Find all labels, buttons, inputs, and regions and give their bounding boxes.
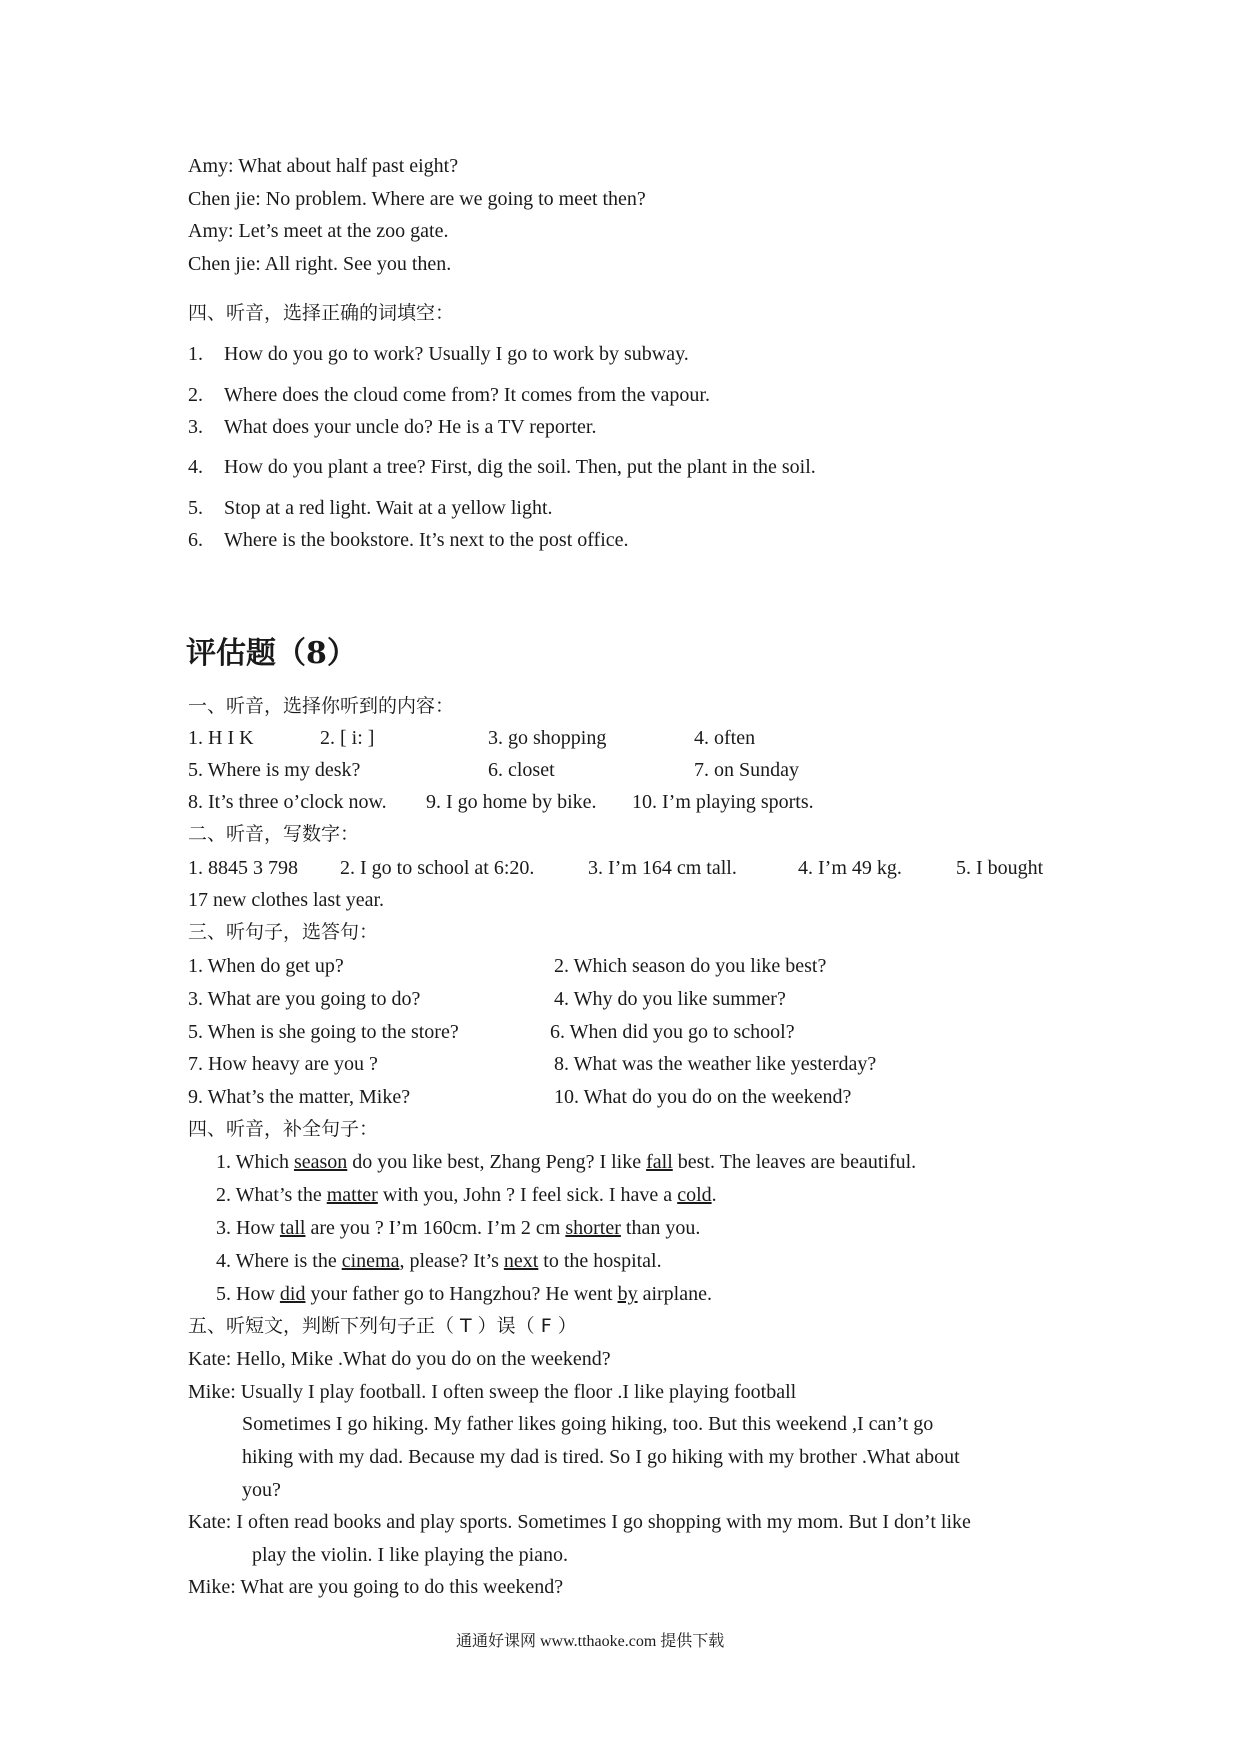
- question-item: 1. When do get up?: [188, 955, 344, 977]
- sentence-text: to the hospital.: [538, 1250, 662, 1272]
- question-item: 7. How heavy are you ?: [188, 1053, 378, 1075]
- sentence-text: .: [711, 1184, 717, 1206]
- passage-line: Sometimes I go hiking. My father likes going hiking, too. But this weekend ,I can’t go: [242, 1413, 934, 1435]
- passage-line: you?: [242, 1479, 281, 1501]
- item-text: Stop at a red light. Wait at a yellow light.: [224, 497, 553, 519]
- answer-blank: did: [279, 1283, 306, 1305]
- answer-blank: matter: [326, 1184, 378, 1206]
- passage-line: Mike: Usually I play football. I often sweep the floor .I like playing football: [188, 1381, 797, 1403]
- question-item: 4. Why do you like summer?: [554, 988, 786, 1010]
- item-number: 3.: [188, 416, 203, 438]
- answer-item: 9. I go home by bike.: [426, 791, 597, 813]
- sentence-text: 5. How: [216, 1283, 280, 1305]
- answer-blank: season: [293, 1151, 348, 1173]
- sentence-text: 1. Which: [216, 1151, 294, 1173]
- item-text: Where does the cloud come from? It comes from the vapour.: [224, 384, 710, 406]
- dialog-line: Chen jie: No problem. Where are we going to meet then?: [188, 188, 646, 210]
- item-number: 4.: [188, 456, 203, 478]
- question-item: 8. What was the weather like yesterday?: [554, 1053, 877, 1075]
- question-item: 9. What’s the matter, Mike?: [188, 1086, 411, 1108]
- question-item: 5. When is she going to the store?: [188, 1021, 459, 1043]
- answer-item: 1. H I K: [188, 727, 254, 749]
- answer-item: 17 new clothes last year.: [188, 889, 385, 911]
- sentence-text: airplane.: [637, 1283, 712, 1305]
- dialog-line: Chen jie: All right. See you then.: [188, 253, 452, 275]
- sentence-text: 3. How: [216, 1217, 280, 1239]
- passage-line: Mike: What are you going to do this weekend?: [188, 1576, 564, 1598]
- question-item: 6. When did you go to school?: [550, 1021, 795, 1043]
- answer-item: 7. on Sunday: [694, 759, 799, 781]
- answer-item: 2. [ i: ]: [320, 727, 375, 749]
- question-item: 2. Which season do you like best?: [554, 955, 827, 977]
- item-text: How do you go to work? Usually I go to work by subway.: [224, 343, 689, 365]
- list-item: [188, 496, 553, 520]
- section-heading: 五、听短文，判断下列句子正（ T ）误（ F ）: [188, 1315, 577, 1337]
- list-item: [188, 528, 629, 552]
- section-heading: 四、听音，选择正确的词填空：: [188, 302, 455, 324]
- item-number: 6.: [188, 529, 203, 551]
- fill-in-sentence: [216, 1249, 662, 1273]
- answer-item: 10. I’m playing sports.: [632, 791, 814, 813]
- answer-blank: tall: [279, 1217, 306, 1239]
- answer-item: 2. I go to school at 6:20.: [340, 857, 535, 879]
- dialog-line: Amy: What about half past eight?: [188, 155, 459, 177]
- passage-line: play the violin. I like playing the piano.: [252, 1544, 569, 1566]
- answer-item: 4. often: [694, 727, 756, 749]
- sentence-text: best. The leaves are beautiful.: [672, 1151, 917, 1173]
- section-heading: 二、听音，写数字：: [188, 823, 360, 845]
- sentence-text: 4. Where is the: [216, 1250, 342, 1272]
- item-number: 2.: [188, 384, 203, 406]
- item-text: Where is the bookstore. It’s next to the post office.: [224, 529, 629, 551]
- fill-in-sentence: [216, 1282, 712, 1306]
- answer-item: 8. It’s three o’clock now.: [188, 791, 387, 813]
- item-text: What does your uncle do? He is a TV reporter.: [224, 416, 597, 438]
- passage-line: hiking with my dad. Because my dad is tired. So I go hiking with my brother .What about: [242, 1446, 960, 1468]
- answer-item: 6. closet: [488, 759, 555, 781]
- answer-blank: cinema: [341, 1250, 400, 1272]
- answer-item: 5. I bought: [956, 857, 1044, 879]
- sentence-text: 2. What’s the: [216, 1184, 327, 1206]
- sentence-text: are you ? I’m 160cm. I’m 2 cm: [305, 1217, 566, 1239]
- answer-blank: next: [503, 1250, 539, 1272]
- page-footer: 通通好课网 www.tthaoke.com 提供下载: [456, 1633, 725, 1650]
- question-item: 10. What do you do on the weekend?: [554, 1086, 852, 1108]
- list-item: [188, 415, 596, 439]
- answer-blank: by: [617, 1283, 638, 1305]
- fill-in-sentence: [216, 1183, 717, 1207]
- section-heading: 四、听音，补全句子：: [188, 1118, 379, 1140]
- sentence-text: with you, John ? I feel sick. I have a: [377, 1184, 678, 1206]
- section-heading: 一、听音，选择你听到的内容：: [188, 695, 455, 717]
- fill-in-sentence: [216, 1216, 700, 1240]
- fill-in-sentence: [216, 1150, 916, 1174]
- answer-item: 4. I’m 49 kg.: [798, 857, 902, 879]
- dialog-line: Amy: Let’s meet at the zoo gate.: [188, 220, 449, 242]
- sentence-text: your father go to Hangzhou? He went: [305, 1283, 618, 1305]
- item-text: How do you plant a tree? First, dig the soil. Then, put the plant in the soil.: [224, 456, 816, 478]
- answer-item: 3. I’m 164 cm tall.: [588, 857, 737, 879]
- answer-blank: shorter: [565, 1217, 621, 1239]
- answer-blank: cold: [677, 1184, 712, 1206]
- section-heading: 三、听句子，选答句：: [188, 921, 379, 943]
- answer-item: 1. 8845 3 798: [188, 857, 298, 879]
- item-number: 5.: [188, 497, 203, 519]
- passage-line: Kate: Hello, Mike .What do you do on the weekend?: [188, 1348, 611, 1370]
- sentence-text: , please? It’s: [399, 1250, 504, 1272]
- list-item: [188, 455, 816, 479]
- passage-line: Kate: I often read books and play sports. Sometimes I go shopping with my mom. But I don’t like: [188, 1511, 971, 1533]
- answer-item: 3. go shopping: [488, 727, 607, 749]
- sentence-text: do you like best, Zhang Peng? I like: [347, 1151, 647, 1173]
- answer-blank: fall: [646, 1151, 673, 1173]
- answer-item: 5. Where is my desk?: [188, 759, 361, 781]
- item-number: 1.: [188, 343, 203, 365]
- sentence-text: than you.: [620, 1217, 701, 1239]
- section-title: 评估题（8）: [186, 636, 357, 671]
- list-item: [188, 383, 710, 407]
- question-item: 3. What are you going to do?: [188, 988, 421, 1010]
- list-item: [188, 342, 689, 366]
